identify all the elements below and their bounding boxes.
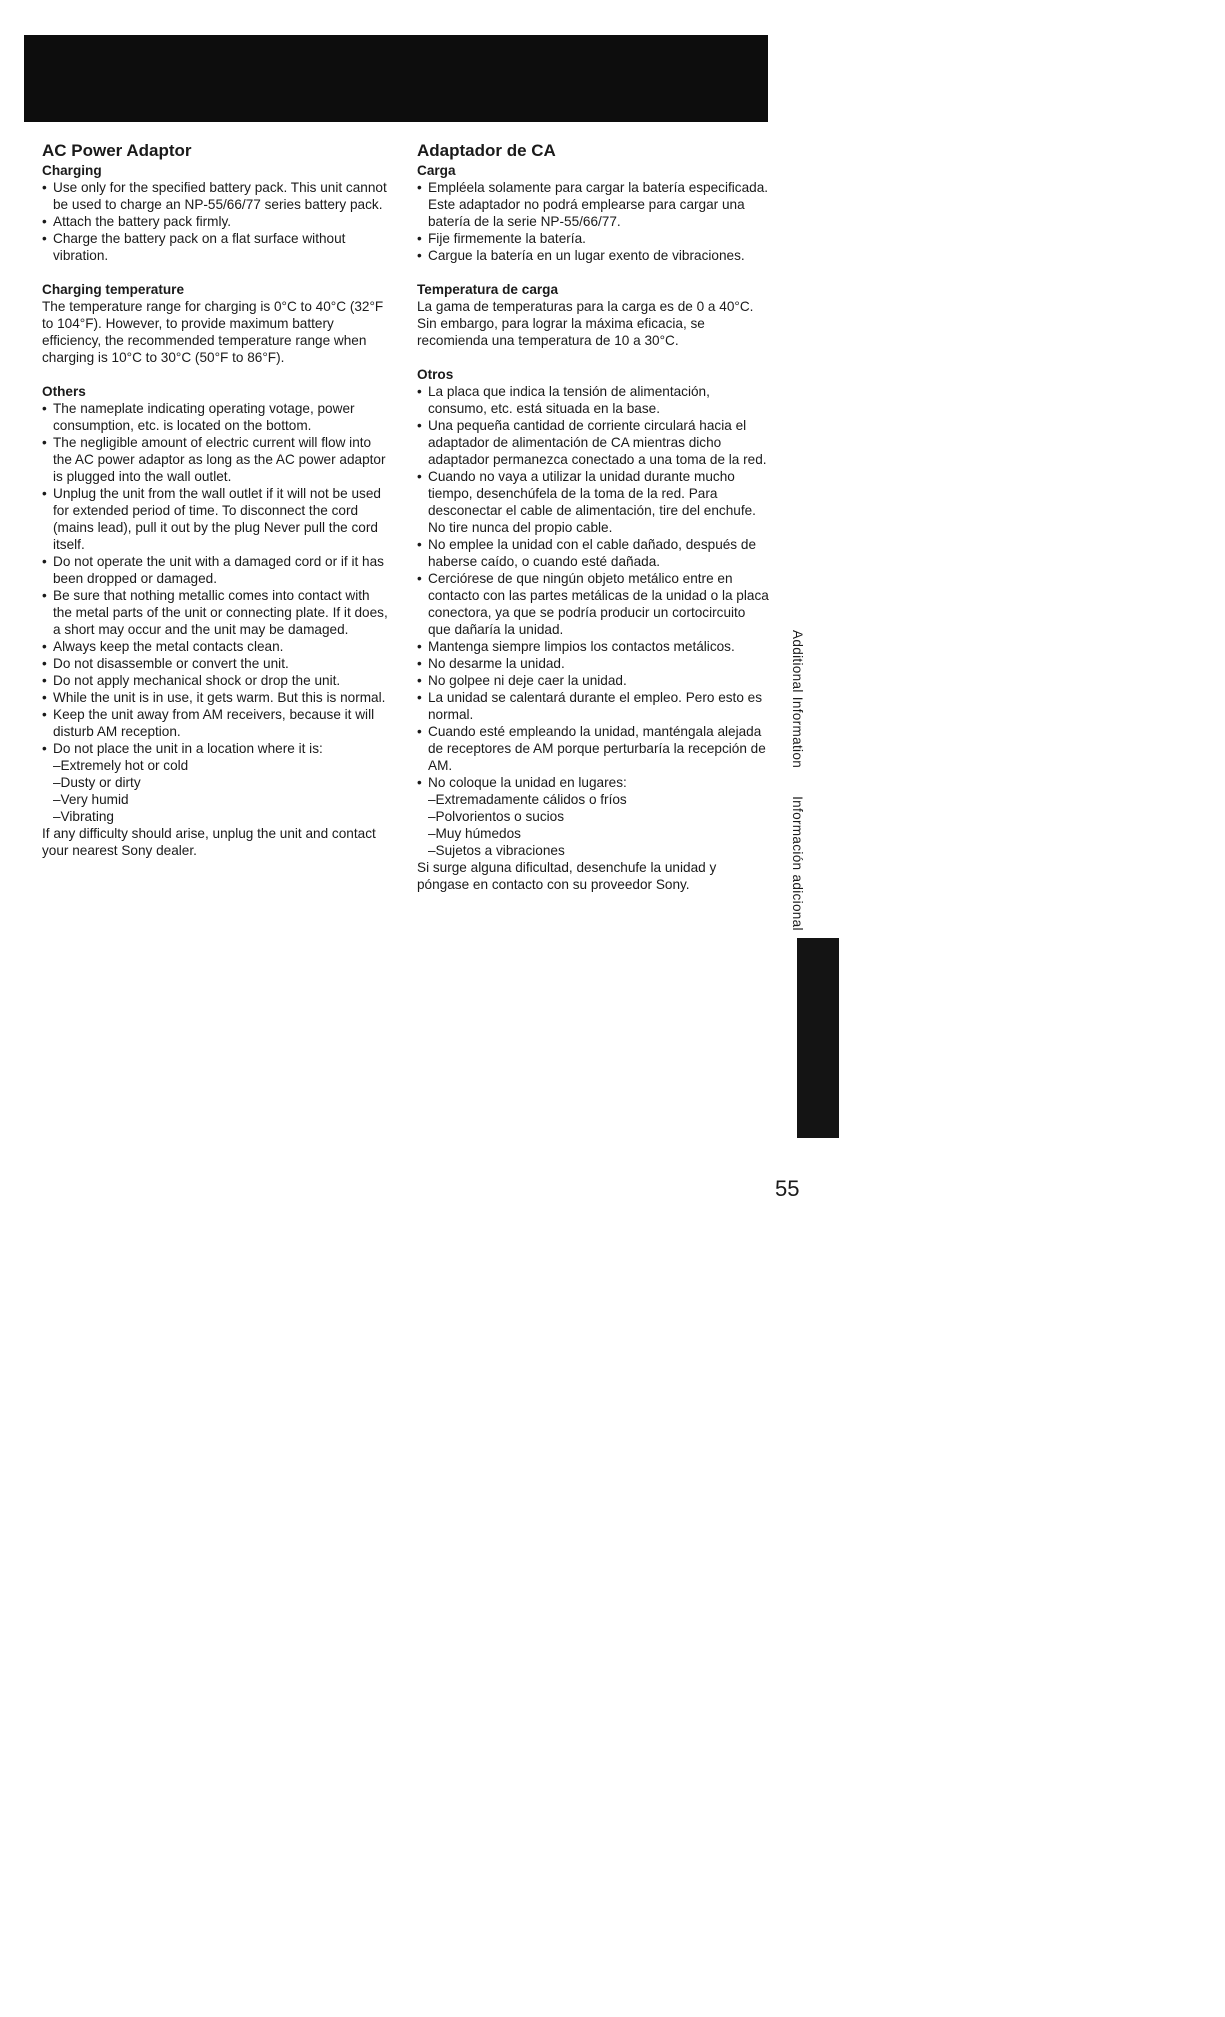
list-item: • La placa que indica la tensión de alimentación, consumo, etc. está situada en la base. bbox=[417, 383, 769, 417]
others-list-en bbox=[42, 400, 392, 757]
charging-list-en bbox=[42, 179, 392, 264]
list-item: • No golpee ni deje caer la unidad. bbox=[417, 672, 769, 689]
list-item: • Use only for the specified battery pack. This unit cannot be used to charge an NP-55/66/77 series battery pack. bbox=[42, 179, 392, 213]
section-title-es: Adaptador de CA bbox=[417, 141, 556, 160]
thumb-index-tab bbox=[797, 938, 839, 1138]
list-item: • Do not place the unit in a location where it is: bbox=[42, 740, 392, 757]
temperature-text-es: La gama de temperaturas para la carga es de 0 a 40°C. Sin embargo, para lograr la máxima eficacia, se recomienda una temperatura de 10 a 30°C. bbox=[417, 299, 754, 348]
condition-item: –Polvorientos o sucios bbox=[428, 809, 565, 824]
list-item: • The negligible amount of electric current will flow into the AC power adaptor as long as the AC power adaptor is plugged into the wall outlet. bbox=[42, 434, 392, 485]
temperature-heading-en: Charging temperature bbox=[42, 282, 185, 297]
temperature-heading-es: Temperatura de carga bbox=[417, 282, 559, 297]
list-item: • No desarme la unidad. bbox=[417, 655, 769, 672]
list-item: • Do not disassemble or convert the unit. bbox=[42, 655, 392, 672]
condition-item: –Very humid bbox=[53, 792, 129, 807]
list-item: • Always keep the metal contacts clean. bbox=[42, 638, 392, 655]
charging-list-es bbox=[417, 179, 769, 264]
list-item: • Do not operate the unit with a damaged cord or if it has been dropped or damaged. bbox=[42, 553, 392, 587]
list-item: • The nameplate indicating operating votage, power consumption, etc. is located on the bottom. bbox=[42, 400, 392, 434]
header-bar bbox=[24, 35, 768, 122]
charging-heading-es: Carga bbox=[417, 163, 456, 178]
condition-item: –Dusty or dirty bbox=[53, 775, 141, 790]
condition-item: –Extremadamente cálidos o fríos bbox=[428, 792, 627, 807]
section-title-en: AC Power Adaptor bbox=[42, 141, 192, 160]
others-heading-es: Otros bbox=[417, 367, 454, 382]
condition-item: –Muy húmedos bbox=[428, 826, 521, 841]
closing-text-en: If any difficulty should arise, unplug the unit and contact your nearest Sony dealer. bbox=[42, 826, 376, 858]
page-number: 55 bbox=[775, 1176, 800, 1201]
side-tab-labels bbox=[790, 630, 805, 931]
english-column bbox=[42, 140, 392, 859]
list-item: • While the unit is in use, it gets warm. But this is normal. bbox=[42, 689, 392, 706]
list-item: • Una pequeña cantidad de corriente circulará hacia el adaptador de alimentación de CA mientras dicho adaptador permanezca conectado a una toma de la red. bbox=[417, 417, 769, 468]
list-item: • No coloque la unidad en lugares: bbox=[417, 774, 769, 791]
list-item: • Attach the battery pack firmly. bbox=[42, 213, 392, 230]
closing-text-es: Si surge alguna dificultad, desenchufe la unidad y póngase en contacto con su proveedor Sony. bbox=[417, 860, 717, 892]
list-item: • Fije firmemente la batería. bbox=[417, 230, 769, 247]
list-item: • Cerciórese de que ningún objeto metálico entre en contacto con las partes metálicas de la unidad o la placa conectora, ya que se podría producir un cortocircuito que dañaría la unidad. bbox=[417, 570, 769, 638]
list-item: • No emplee la unidad con el cable dañado, después de haberse caído, o cuando esté dañada. bbox=[417, 536, 769, 570]
list-item: • Be sure that nothing metallic comes into contact with the metal parts of the unit or connecting plate. If it does, a short may occur and the unit may be damaged. bbox=[42, 587, 392, 638]
list-item: • La unidad se calentará durante el empleo. Pero esto es normal. bbox=[417, 689, 769, 723]
temperature-text-en: The temperature range for charging is 0°C to 40°C (32°F to 104°F). However, to provide maximum battery efficiency, the recommended temperature range when charging is 10°C to 30°C (50°F to 86°F). bbox=[42, 299, 384, 365]
side-tab-label-en: Additional Information bbox=[790, 630, 805, 769]
list-item: • Cuando esté empleando la unidad, manténgala alejada de receptores de AM porque perturbaría la recepción de AM. bbox=[417, 723, 769, 774]
list-item: • Empléela solamente para cargar la batería especificada. Este adaptador no podrá emplearse para cargar una batería de la serie NP-55/66/77. bbox=[417, 179, 769, 230]
list-item: • Keep the unit away from AM receivers, because it will disturb AM reception. bbox=[42, 706, 392, 740]
charging-heading-en: Charging bbox=[42, 163, 102, 178]
list-item: • Unplug the unit from the wall outlet if it will not be used for extended period of time. To disconnect the cord (mains lead), pull it out by the plug Never pull the cord itself. bbox=[42, 485, 392, 553]
list-item: • Charge the battery pack on a flat surface without vibration. bbox=[42, 230, 392, 264]
others-heading-en: Others bbox=[42, 384, 86, 399]
list-item: • Do not apply mechanical shock or drop the unit. bbox=[42, 672, 392, 689]
condition-item: –Vibrating bbox=[53, 809, 114, 824]
condition-item: –Sujetos a vibraciones bbox=[428, 843, 565, 858]
spanish-column bbox=[417, 140, 769, 893]
list-item: • Cuando no vaya a utilizar la unidad durante mucho tiempo, desenchúfela de la toma de la red. Para desconectar el cable de alimentación, tire del enchufe. No tire nunca del propio cable. bbox=[417, 468, 769, 536]
others-list-es bbox=[417, 383, 769, 791]
list-item: • Mantenga siempre limpios los contactos metálicos. bbox=[417, 638, 769, 655]
list-item: • Cargue la batería en un lugar exento de vibraciones. bbox=[417, 247, 769, 264]
side-tab-label-es: Información adicional bbox=[790, 796, 805, 931]
condition-item: –Extremely hot or cold bbox=[53, 758, 189, 773]
